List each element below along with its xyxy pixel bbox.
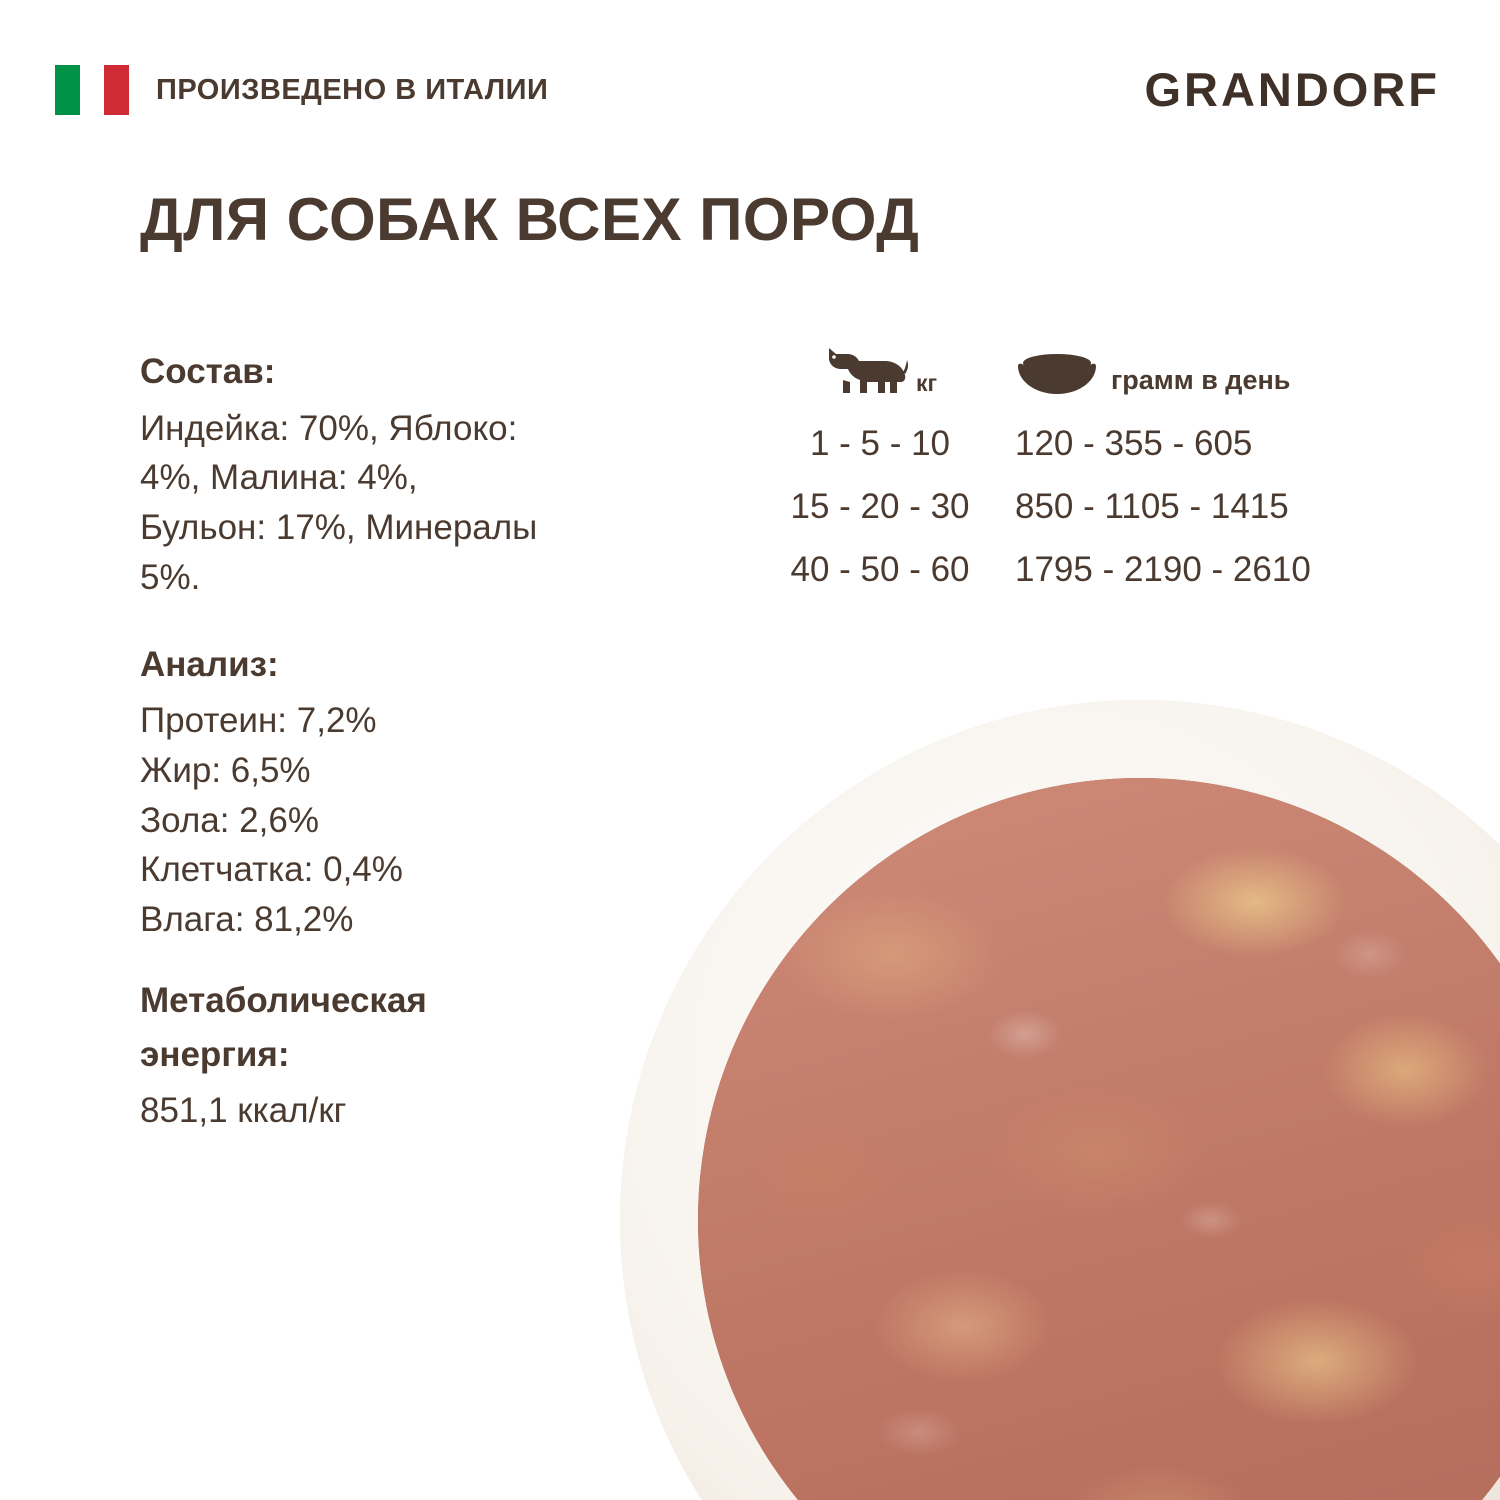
composition-line: Индейка: 70%, Яблоко: [140, 408, 518, 448]
page-title: ДЛЯ СОБАК ВСЕХ ПОРОД [140, 186, 920, 253]
energy-block [140, 979, 700, 1136]
food-texture [698, 778, 1500, 1500]
row-grams: 1795 - 2190 - 2610 [1015, 550, 1311, 589]
table-row [745, 487, 1385, 527]
amount-column-header [1015, 350, 1290, 401]
bowl-icon [1015, 350, 1099, 401]
composition-body [140, 404, 700, 603]
analysis-block [140, 643, 700, 945]
feeding-table [745, 345, 1385, 590]
amount-unit-label: грамм в день [1111, 365, 1291, 395]
table-row [745, 424, 1385, 464]
weight-column-header [745, 346, 1015, 401]
composition-line: 5%. [140, 557, 201, 597]
composition-line: Бульон: 17%, Минералы [140, 508, 538, 548]
nutrition-column [140, 350, 700, 1136]
energy-value: 851,1 ккал/кг [140, 1091, 347, 1131]
analysis-line: Клетчатка: 0,4% [140, 850, 403, 890]
energy-heading-line1: Метаболическая [140, 980, 427, 1020]
analysis-body [140, 696, 700, 944]
analysis-line: Протеин: 7,2% [140, 701, 377, 741]
analysis-line: Зола: 2,6% [140, 800, 319, 840]
feeding-table-header [745, 345, 1385, 401]
weight-unit-label: кг [915, 370, 938, 396]
row-weight: 40 - 50 - 60 [790, 550, 970, 589]
analysis-heading: Анализ: [140, 644, 279, 684]
page-header [55, 60, 1440, 120]
row-weight: 15 - 20 - 30 [790, 487, 970, 526]
energy-heading-line2: энергия: [140, 1034, 290, 1074]
composition-heading: Состав: [140, 352, 276, 391]
brand-logo: GRANDORF [1144, 63, 1440, 116]
row-grams: 850 - 1105 - 1415 [1015, 487, 1289, 526]
composition-block [140, 350, 700, 603]
dog-icon [823, 346, 909, 401]
made-in-label: ПРОИЗВЕДЕНО В ИТАЛИИ [156, 73, 549, 106]
italy-flag-icon [55, 65, 129, 115]
row-grams: 120 - 355 - 605 [1015, 424, 1253, 463]
analysis-line: Влага: 81,2% [140, 900, 354, 940]
product-photo [620, 700, 1500, 1500]
bowl-interior [698, 778, 1500, 1500]
table-row [745, 550, 1385, 590]
analysis-line: Жир: 6,5% [140, 751, 311, 791]
composition-line: 4%, Малина: 4%, [140, 458, 418, 498]
row-weight: 1 - 5 - 10 [809, 424, 951, 463]
